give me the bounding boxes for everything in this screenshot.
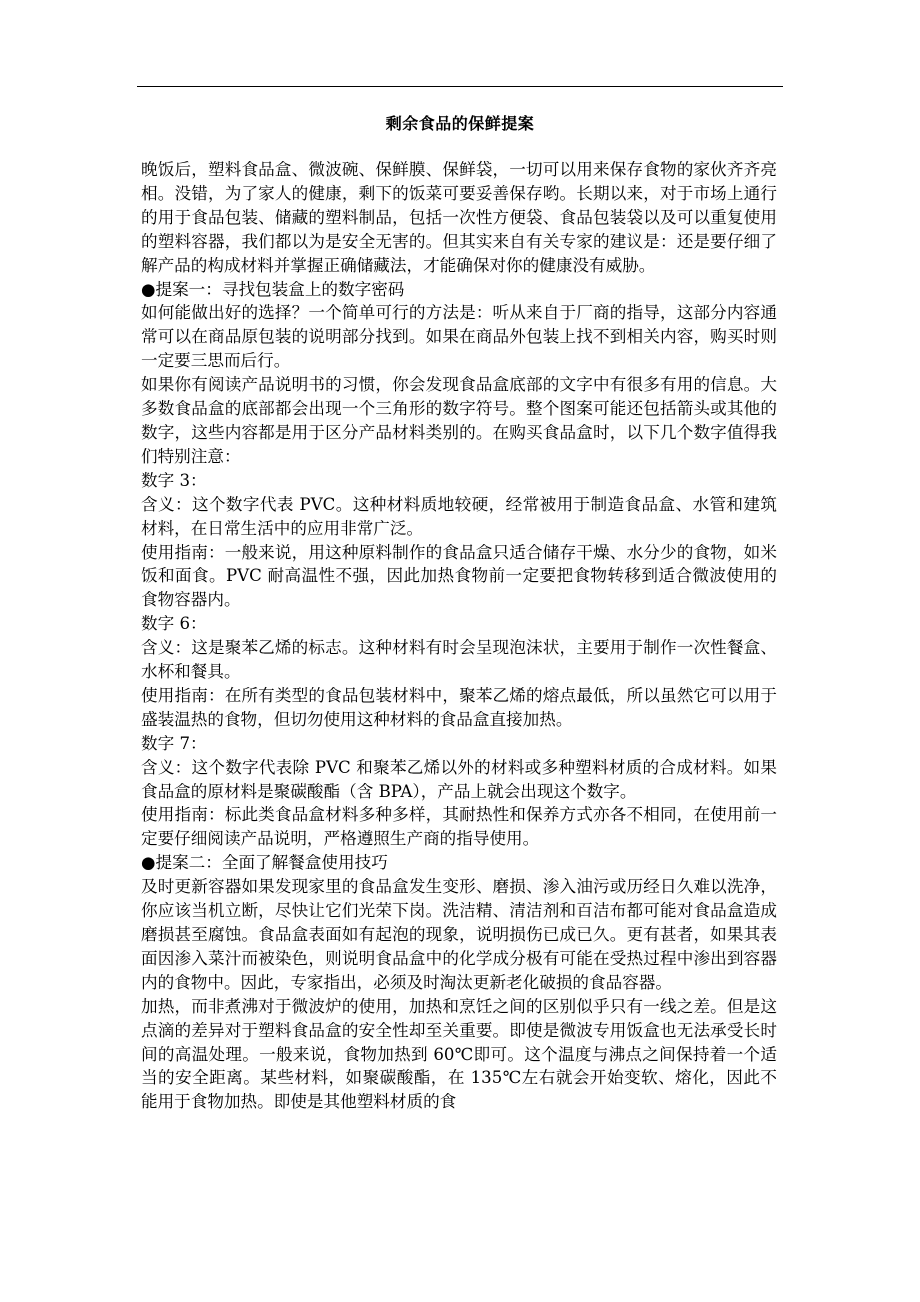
paragraph-meaning: 含义：这个数字代表除 PVC 和聚苯乙烯以外的材料或多种塑料材质的合成材料。如果食品盒的原材料是聚碳酸酯（含 BPA），产品上就会出现这个数字。 [141, 757, 777, 801]
document-body [141, 158, 777, 1114]
paragraph-usage-guide: 使用指南：标此类食品盒材料多种多样，其耐热性和保养方式亦各不相同，在使用前一定要仔细阅读产品说明，严格遵照生产商的指导使用。 [141, 805, 777, 849]
paragraph-intro: 晚饭后，塑料食品盒、微波碗、保鲜膜、保鲜袋，一切可以用来保存食物的家伙齐齐亮相。没错，为了家人的健康，剩下的饭菜可要妥善保存哟。长期以来，对于市场上通行的用于食品包装、储藏的塑料制品，包括一次性方便袋、食品包装袋以及可以重复使用的塑料容器，我们都以为是安全无害的。但其实来自有关专家的建议是：还是要仔细了解产品的构成材料并掌握正确储藏法，才能确保对你的健康没有威胁。 [141, 160, 777, 275]
paragraph: 及时更新容器如果发现家里的食品盒发生变形、磨损、渗入油污或历经日久难以洗净，你应该当机立断，尽快让它们光荣下岗。洗洁精、清洁剂和百洁布都可能对食品盒造成磨损甚至腐蚀。食品盒表面如有起泡的现象，说明损伤已成已久。更有甚者，如果其表面因渗入菜汁而被染色，则说明食品盒中的化学成分极有可能在受热过程中渗出到容器内的食物中。因此，专家指出，必须及时淘汰更新老化破损的食品容器。 [141, 877, 777, 992]
header-rule [137, 86, 783, 87]
number-heading-3: 数字 3： [141, 470, 207, 490]
paragraph-meaning: 含义：这是聚苯乙烯的标志。这种材料有时会呈现泡沫状，主要用于制作一次性餐盒、水杯和餐具。 [141, 638, 777, 682]
paragraph: 如何能做出好的选择？一个简单可行的方法是：听从来自于厂商的指导，这部分内容通常可以在商品原包装的说明部分找到。如果在商品外包装上找不到相关内容，购买时则一定要三思而后行。 [141, 303, 777, 371]
paragraph-usage-guide: 使用指南：在所有类型的食品包装材料中，聚苯乙烯的熔点最低，所以虽然它可以用于盛装温热的食物，但切勿使用这种材料的食品盒直接加热。 [141, 685, 777, 729]
section-heading-proposal-two: ●提案二：全面了解餐盒使用技巧 [141, 853, 388, 873]
document-title: 剩余食品的保鲜提案 [385, 114, 535, 133]
paragraph: 加热，而非煮沸对于微波炉的使用，加热和烹饪之间的区别似乎只有一线之差。但是这点滴的差异对于塑料食品盒的安全性却至关重要。即使是微波专用饭盒也无法承受长时间的高温处理。一般来说，食物加热到 60℃即可。这个温度与沸点之间保持着一个适当的安全距离。某些材料，如聚碳酸酯，在 135℃左右就会开始变软、熔化，因此不能用于食物加热。即使是其他塑料材质的食 [141, 996, 777, 1112]
number-heading-6: 数字 6： [141, 614, 207, 634]
number-heading-7: 数字 7： [141, 733, 207, 753]
paragraph-usage-guide: 使用指南：一般来说，用这种原料制作的食品盒只适合储存干燥、水分少的食物，如米饭和面食。PVC 耐高温性不强，因此加热食物前一定要把食物转移到适合微波使用的食物容器内。 [141, 542, 777, 610]
paragraph: 如果你有阅读产品说明书的习惯，你会发现食品盒底部的文字中有很多有用的信息。大多数食品盒的底部都会出现一个三角形的数字符号。整个图案可能还包括箭头或其他的数字，这些内容都是用于区分产品材料类别的。在购买食品盒时，以下几个数字值得我们特别注意： [141, 375, 777, 466]
section-heading-proposal-one: ●提案一：寻找包装盒上的数字密码 [141, 279, 405, 299]
paragraph-meaning: 含义：这个数字代表 PVC。这种材料质地较硬，经常被用于制造食品盒、水管和建筑材料，在日常生活中的应用非常广泛。 [141, 494, 777, 538]
